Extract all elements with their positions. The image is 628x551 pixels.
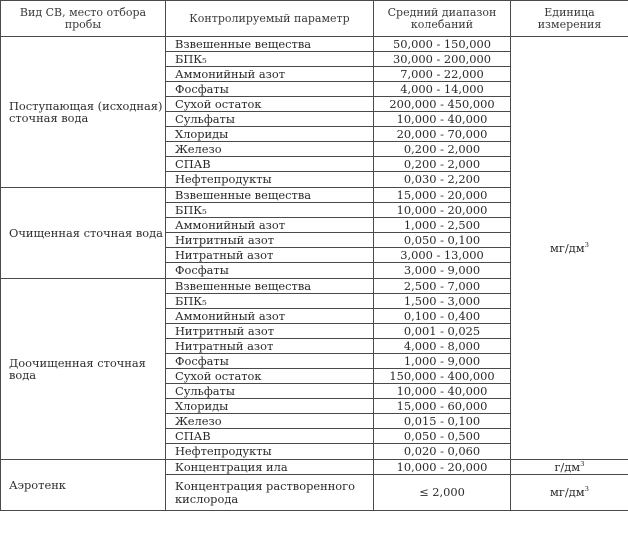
range-cell: 0,200 - 2,000 bbox=[374, 157, 511, 172]
range-cell: 0,030 - 2,200 bbox=[374, 172, 511, 188]
range-cell: 150,000 - 400,000 bbox=[374, 369, 511, 384]
parameter-cell: Нитритный азот bbox=[166, 324, 374, 339]
unit-cell-g bbox=[511, 460, 628, 475]
range-cell: 30,000 - 200,000 bbox=[374, 52, 511, 67]
range-cell: 15,000 - 20,000 bbox=[374, 188, 511, 203]
parameter-cell: Сухой остаток bbox=[166, 369, 374, 384]
parameter-cell: Хлориды bbox=[166, 399, 374, 414]
range-cell: 50,000 - 150,000 bbox=[374, 37, 511, 52]
parameter-cell: СПАВ bbox=[166, 157, 374, 172]
header-sample-type: Вид СВ, место отбора пробы bbox=[1, 1, 166, 37]
parameter-cell: Взвешенные вещества bbox=[166, 279, 374, 294]
range-cell: 1,500 - 3,000 bbox=[374, 294, 511, 309]
parameter-cell: Нефтепродукты bbox=[166, 172, 374, 188]
parameter-cell: Фосфаты bbox=[166, 82, 374, 97]
range-cell: 4,000 - 14,000 bbox=[374, 82, 511, 97]
range-cell: 2,500 - 7,000 bbox=[374, 279, 511, 294]
header-row bbox=[1, 1, 628, 37]
range-cell: ≤ 2,000 bbox=[374, 475, 511, 511]
header-parameter: Контролируемый параметр bbox=[166, 1, 374, 37]
parameter-cell: Нитратный азот bbox=[166, 248, 374, 263]
parameter-cell: Нитритный азот bbox=[166, 233, 374, 248]
unit-g-base: г/дм bbox=[554, 459, 581, 474]
range-cell: 0,050 - 0,100 bbox=[374, 233, 511, 248]
parameter-cell: Аммонийный азот bbox=[166, 218, 374, 233]
header-unit: Единица измерения bbox=[511, 1, 628, 37]
range-cell: 7,000 - 22,000 bbox=[374, 67, 511, 82]
range-cell: 0,015 - 0,100 bbox=[374, 414, 511, 429]
parameter-cell: БПК₅ bbox=[166, 52, 374, 67]
unit-mg-base: мг/дм bbox=[550, 240, 585, 255]
parameter-cell: Аммонийный азот bbox=[166, 67, 374, 82]
parameter-cell: Аммонийный азот bbox=[166, 309, 374, 324]
range-cell: 10,000 - 20,000 bbox=[374, 460, 511, 475]
parameter-cell: Нефтепродукты bbox=[166, 444, 374, 460]
range-cell: 200,000 - 450,000 bbox=[374, 97, 511, 112]
range-cell: 10,000 - 40,000 bbox=[374, 112, 511, 127]
parameter-cell: Нитратный азот bbox=[166, 339, 374, 354]
parameter-cell: Сухой остаток bbox=[166, 97, 374, 112]
unit-cell-mg bbox=[511, 37, 628, 460]
parameter-cell: Взвешенные вещества bbox=[166, 37, 374, 52]
range-cell: 0,200 - 2,000 bbox=[374, 142, 511, 157]
parameter-cell: Фосфаты bbox=[166, 263, 374, 279]
range-cell: 0,020 - 0,060 bbox=[374, 444, 511, 460]
range-cell: 20,000 - 70,000 bbox=[374, 127, 511, 142]
unit-mg-exponent: 3 bbox=[584, 485, 589, 494]
range-cell: 10,000 - 20,000 bbox=[374, 203, 511, 218]
sample-type-treated: Очищенная сточная вода bbox=[1, 188, 166, 279]
range-cell: 3,000 - 13,000 bbox=[374, 248, 511, 263]
unit-mg-base: мг/дм bbox=[550, 485, 585, 500]
table-body bbox=[1, 37, 628, 511]
sample-type-post-treated: Доочищенная сточная вода bbox=[1, 279, 166, 460]
parameter-cell: Концентрация растворенного кислорода bbox=[166, 475, 374, 511]
parameter-cell: БПК₅ bbox=[166, 203, 374, 218]
range-cell: 4,000 - 8,000 bbox=[374, 339, 511, 354]
range-cell: 0,001 - 0,025 bbox=[374, 324, 511, 339]
parameter-cell: Сульфаты bbox=[166, 112, 374, 127]
parameter-cell: БПК₅ bbox=[166, 294, 374, 309]
range-cell: 10,000 - 40,000 bbox=[374, 384, 511, 399]
parameter-cell: Железо bbox=[166, 142, 374, 157]
unit-mg-exponent: 3 bbox=[584, 241, 589, 250]
parameter-cell: Железо bbox=[166, 414, 374, 429]
unit-g-exponent: 3 bbox=[580, 460, 585, 469]
sample-type-aerotank: Аэротенк bbox=[1, 460, 166, 511]
parameter-cell: Фосфаты bbox=[166, 354, 374, 369]
parameter-cell: Хлориды bbox=[166, 127, 374, 142]
range-cell: 3,000 - 9,000 bbox=[374, 263, 511, 279]
range-cell: 15,000 - 60,000 bbox=[374, 399, 511, 414]
header-range: Средний диапазон колебаний bbox=[374, 1, 511, 37]
table-row bbox=[1, 37, 628, 52]
range-cell: 1,000 - 9,000 bbox=[374, 354, 511, 369]
parameter-cell: Взвешенные вещества bbox=[166, 188, 374, 203]
sample-type-incoming: Поступающая (исходная) сточная вода bbox=[1, 37, 166, 188]
range-cell: 1,000 - 2,500 bbox=[374, 218, 511, 233]
unit-cell-mg bbox=[511, 475, 628, 511]
table-row bbox=[1, 460, 628, 475]
parameter-cell: СПАВ bbox=[166, 429, 374, 444]
parameter-cell: Концентрация ила bbox=[166, 460, 374, 475]
parameter-cell: Сульфаты bbox=[166, 384, 374, 399]
range-cell: 0,050 - 0,500 bbox=[374, 429, 511, 444]
range-cell: 0,100 - 0,400 bbox=[374, 309, 511, 324]
